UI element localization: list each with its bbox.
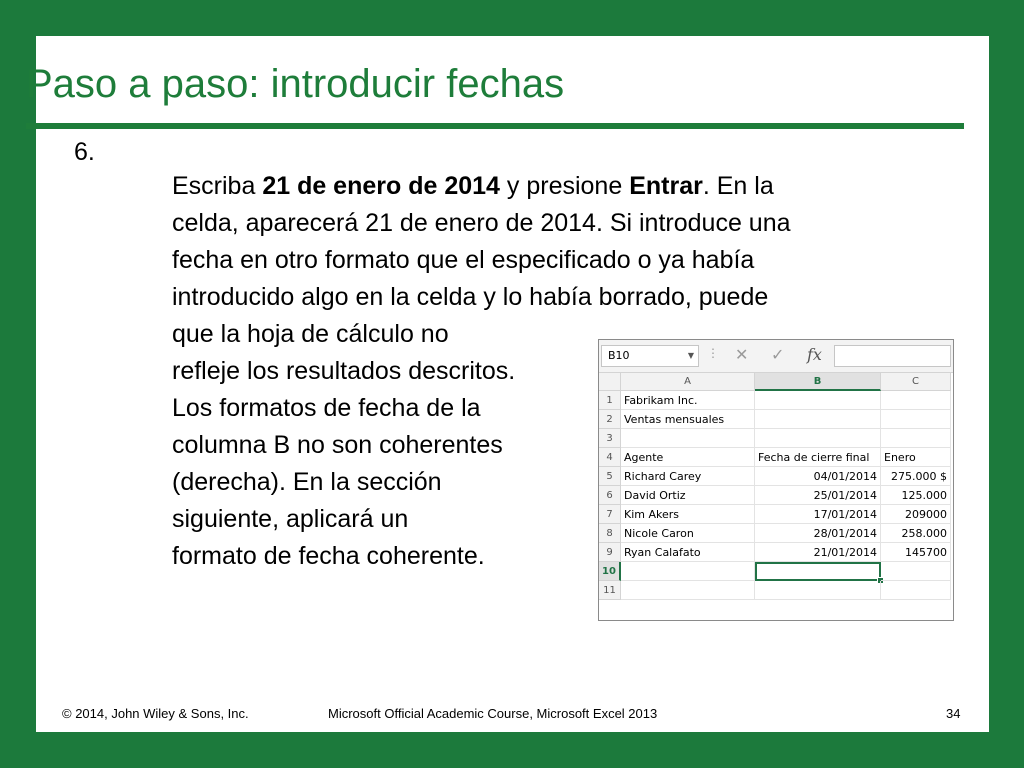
step-number: 6. [74, 138, 95, 166]
cancel-icon[interactable]: ✕ [735, 345, 749, 364]
insert-function-icon[interactable]: fx [807, 345, 822, 364]
select-all-corner[interactable] [599, 373, 621, 391]
cell[interactable] [755, 391, 881, 410]
cell[interactable]: 258.000 [881, 524, 951, 543]
cell[interactable] [755, 429, 881, 448]
column-header-a[interactable]: A [621, 373, 755, 391]
column-header-c[interactable]: C [881, 373, 951, 391]
cell[interactable] [621, 581, 755, 600]
row-header[interactable]: 7 [599, 505, 621, 524]
cell[interactable]: 145700 [881, 543, 951, 562]
row-header[interactable]: 2 [599, 410, 621, 429]
row-header[interactable]: 9 [599, 543, 621, 562]
cell[interactable]: 17/01/2014 [755, 505, 881, 524]
cell[interactable]: Enero [881, 448, 951, 467]
row-header[interactable]: 11 [599, 581, 621, 600]
cell[interactable]: Fecha de cierre final [755, 448, 881, 467]
title-divider [26, 123, 964, 129]
body-line-7: Los formatos de fecha de la [172, 394, 481, 422]
cell[interactable]: Ventas mensuales [621, 410, 755, 429]
footer-course: Microsoft Official Academic Course, Microsoft Excel 2013 [328, 706, 658, 721]
body-line-8: columna B no son coherentes [172, 431, 503, 459]
cell[interactable]: 25/01/2014 [755, 486, 881, 505]
cell[interactable]: Agente [621, 448, 755, 467]
cell[interactable] [621, 562, 755, 581]
body-line-4: introducido algo en la celda y lo había borrado, puede [172, 283, 769, 311]
body-text: . En la [702, 172, 774, 200]
row-header[interactable]: 4 [599, 448, 621, 467]
cell[interactable]: 209000 [881, 505, 951, 524]
row-header[interactable]: 1 [599, 391, 621, 410]
cell[interactable]: 275.000 $ [881, 467, 951, 486]
body-line-2: celda, aparecerá 21 de enero de 2014. Si introduce una [172, 209, 791, 237]
cell[interactable]: Kim Akers [621, 505, 755, 524]
cell[interactable] [755, 581, 881, 600]
confirm-icon[interactable]: ✓ [771, 345, 785, 364]
footer-page-number: 34 [946, 706, 961, 721]
cell[interactable]: 21/01/2014 [755, 543, 881, 562]
column-header-b[interactable]: B [755, 373, 881, 391]
cell[interactable]: Ryan Calafato [621, 543, 755, 562]
row-header[interactable]: 10 [599, 562, 621, 581]
more-icon: ⋮ [707, 346, 719, 360]
active-cell[interactable] [755, 562, 881, 581]
formula-input[interactable] [834, 345, 951, 367]
cell[interactable]: 125.000 [881, 486, 951, 505]
chevron-down-icon[interactable]: ▼ [687, 351, 694, 360]
row-header[interactable]: 8 [599, 524, 621, 543]
cell[interactable] [881, 562, 951, 581]
body-line-9: (derecha). En la sección [172, 468, 442, 496]
cell[interactable]: 28/01/2014 [755, 524, 881, 543]
slide-title: Paso a paso: introducir fechas [26, 62, 565, 106]
cell[interactable] [621, 429, 755, 448]
body-line-3: fecha en otro formato que el especificado o ya había [172, 246, 755, 274]
row-header[interactable]: 3 [599, 429, 621, 448]
formula-bar [599, 340, 953, 373]
row-header[interactable]: 5 [599, 467, 621, 486]
cell[interactable] [881, 410, 951, 429]
cell[interactable]: Fabrikam Inc. [621, 391, 755, 410]
cell[interactable]: Richard Carey [621, 467, 755, 486]
body-bold-key: Entrar [629, 172, 703, 200]
cell[interactable]: 04/01/2014 [755, 467, 881, 486]
body-line-11: formato de fecha coherente. [172, 542, 485, 570]
cell[interactable]: David Ortiz [621, 486, 755, 505]
body-line-6: refleje los resultados descritos. [172, 357, 516, 385]
name-box[interactable] [601, 345, 699, 367]
body-bold-date: 21 de enero de 2014 [262, 172, 500, 200]
row-header[interactable]: 6 [599, 486, 621, 505]
cell[interactable] [881, 391, 951, 410]
footer-copyright: © 2014, John Wiley & Sons, Inc. [62, 706, 249, 721]
cell[interactable] [881, 581, 951, 600]
body-line-5: que la hoja de cálculo no [172, 320, 449, 348]
cell[interactable]: Nicole Caron [621, 524, 755, 543]
body-text: Escriba [172, 172, 263, 200]
cell[interactable] [755, 410, 881, 429]
name-box-value: B10 [608, 349, 630, 362]
body-text: y presione [499, 172, 630, 200]
spreadsheet-screenshot [598, 339, 954, 621]
cell[interactable] [881, 429, 951, 448]
body-line-1 [172, 168, 774, 205]
body-line-10: siguiente, aplicará un [172, 505, 409, 533]
